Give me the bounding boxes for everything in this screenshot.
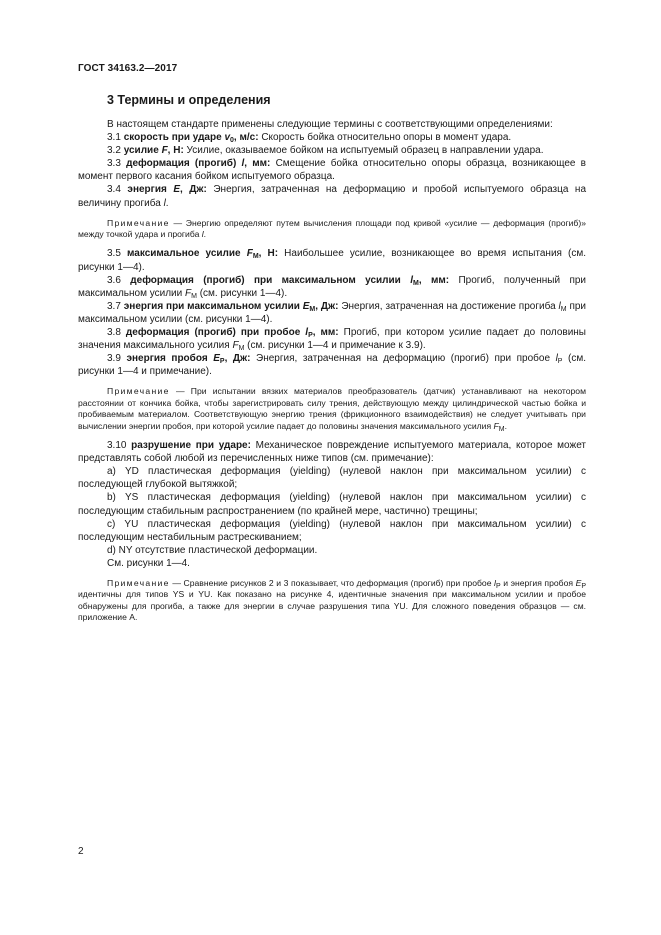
term-name: усилие: [123, 145, 159, 157]
figure-reference: См. рисунки 1—4.: [107, 557, 190, 569]
note-label: Примечание: [107, 386, 170, 397]
term-name: энергия при максимальном усилии: [123, 300, 300, 312]
note-label: Примечание: [107, 577, 170, 588]
term-3-2: 3.2 усилие F, Н: Усилие, оказываемое бойком на испытуемый образец в направлении удара.: [107, 145, 544, 157]
term-3-10: 3.10 разрушение при ударе: Механическое повреждение испытуемого материала, которое может представлять собой любой из перечисленных ниже типов (см. примечание):: [78, 440, 586, 465]
intro-paragraph: В настоящем стандарте применены следующие термины с соответствующими определениями:: [107, 119, 553, 130]
note-1: Примечание — Энергию определяют путем вычисления площади под кривой «усилие — деформация (прогиб)» между точкой удара и прогиба l.: [78, 217, 586, 240]
term-3-6: 3.6 деформация (прогиб) при максимальном усилии $l_M$, мм: Прогиб, полученный при максимальном усилии $F_M$ (см. рисунки 1—4).: [78, 274, 587, 300]
term-name: разрушение при ударе:: [131, 440, 251, 452]
page-number: 2: [78, 846, 84, 857]
term-name: энергия: [127, 184, 167, 196]
list-item-type-c: c) YU пластическая деформация (yielding) (нулевой наклон при максимальном усилии) с последующим нестабильным растрескиванием;: [78, 518, 586, 543]
note-3: Примечание — Сравнение рисунков 2 и 3 показывает, что деформация (прогиб) при пробое $l_P$ и энергия пробоя $E_P$ идентичны для типов YS и YU. Как показано на рисунке 4, идентичные значения при максимальном усилии и пробое обнаружены для прогиба, а также для энергии в случае разрушения типа YU. Для сложного поведения образцов — см. приложение А.: [78, 577, 586, 623]
document-body: [78, 118, 586, 631]
term-name: деформация (прогиб) при максимальном усилии: [130, 274, 401, 286]
section-title: 3 Термины и определения: [107, 93, 271, 107]
term-name: деформация (прогиб) при пробое: [125, 327, 301, 339]
term-3-3: 3.3 деформация (прогиб) l, мм: Смещение бойка относительно опоры образца, возникающее в момент первого касания бойком испытуемого образца.: [78, 158, 586, 183]
list-item-type-d: d) NY отсутствие пластической деформации.: [107, 544, 318, 556]
term-name: скорость при ударе: [123, 132, 222, 144]
term-3-7: 3.7 энергия при максимальном усилии $E_M$, Дж: Энергия, затраченная на достижение прогиба $l_M$ при максимальном усилии (см. рисунки 1—4).: [78, 300, 587, 325]
term-3-8: 3.8 деформация (прогиб) при пробое $l_P$, мм: Прогиб, при котором усилие падает до половины значения максимального усилия $F_M$ (см. рисунки 1—4 и примечание к 3.9).: [78, 327, 586, 353]
term-3-5: 3.5 максимальное усилие $F_M$, Н: Наибольшее усилие, возникающее во время испытания (см. рисунки 1—4).: [78, 248, 587, 273]
term-3-4: 3.4 энергия E, Дж: Энергия, затраченная на деформацию и пробой испытуемого образца на величину прогиба l.: [78, 184, 587, 209]
term-3-9: 3.9 энергия пробоя $E_P$, Дж: Энергия, затраченная на деформацию (прогиб) при пробое $l_P$ (см. рисунки 1—4 и примечание).: [78, 353, 587, 378]
term-name: деформация (прогиб): [126, 158, 237, 170]
list-item-type-b: b) YS пластическая деформация (yielding) (нулевой наклон при максимальном усилии) с последующим стабильным распространением (по крайней мере, частично) трещины;: [78, 492, 586, 517]
note-2: Примечание — При испытании вязких материалов преобразователь (датчик) устанавливают на некотором расстоянии от кончика бойка, чтобы зарегистрировать силу трения, действующую между цилиндрической частью бойка и пробиваемым материалом. Соответствующую энергию трения (фрикционного взаимодействия) не следует учитывать при вычислении энергии пробоя, при которой усилие падает до половины значения максимального усилия $F_M$.: [78, 386, 586, 433]
term-3-1: 3.1 скорость при ударе $v_0$, м/с: Скорость бойка относительно опоры в момент удара.: [107, 132, 512, 145]
list-item-type-a: a) YD пластическая деформация (yielding) (нулевой наклон при максимальном усилии) с последующей глубокой вытяжкой;: [78, 466, 586, 491]
term-name: энергия пробоя: [126, 353, 208, 365]
standard-header: ГОСТ 34163.2—2017: [78, 63, 178, 74]
note-label: Примечание: [107, 217, 170, 228]
term-name: максимальное усилие: [127, 248, 241, 260]
